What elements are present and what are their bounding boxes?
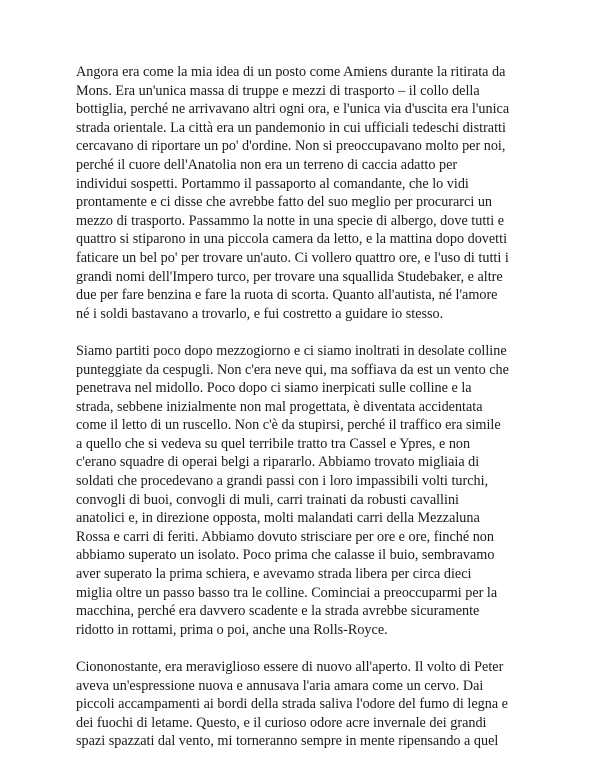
text-line: perché il cuore dell'Anatolia non era un terreno di caccia adatto per	[76, 156, 458, 173]
text-line: prontamente e ci disse che avrebbe fatto del suo meglio per procurarci un	[76, 194, 493, 211]
text-line: faticare un bel po' per trovare un'auto. Ci vollero quattro ore, e l'uso di tutti i	[76, 249, 509, 266]
text-line: penetrava nel midollo. Poco dopo ci siamo inerpicati sulle colline e la	[76, 380, 472, 397]
text-line: convogli di buoi, convogli di muli, carri trainati da robusti cavallini	[76, 491, 459, 508]
text-line: Rossa e carri di feriti. Abbiamo dovuto strisciare per ore e ore, finché non	[76, 528, 494, 545]
text-line: quattro si stiparono in una piccola camera da letto, e la mattina dopo dovetti	[76, 231, 508, 248]
text-line: soldati che procedevano a grandi passi con i loro impassibili volti turchi,	[76, 473, 489, 490]
text-line: spazi spazzati dal vento, mi torneranno sempre in mente ripensando a quel	[76, 733, 499, 750]
text-line: ridotto in rottami, prima o poi, anche una Rolls-Royce.	[76, 621, 388, 638]
text-line: strada orientale. La città era un pandemonio in cui ufficiali tedeschi distratti	[76, 119, 506, 136]
text-line: bottiglia, perché ne arrivavano altri ogni ora, e l'unica via d'uscita era l'unica	[76, 101, 510, 118]
text-line: individui sospetti. Portammo il passaporto al comandante, che lo vidi	[76, 175, 469, 192]
text-line: cercavano di riportare un po' d'ordine. Non si preoccupavano molto per noi,	[76, 138, 506, 155]
text-line: piccoli accampamenti ai bordi della strada saliva l'odore del fumo di legna e	[76, 696, 508, 713]
text-line: aver superato la prima schiera, e avevamo strada libera per circa dieci	[76, 566, 472, 583]
text-line: anatolici e, in direzione opposta, molti malandati carri della Mezzaluna	[76, 510, 480, 527]
paragraph-3	[76, 658, 536, 751]
body-text	[76, 63, 536, 751]
text-line: dei fuochi di letame. Questo, e il curioso odore acre invernale dei grandi	[76, 714, 487, 731]
text-line: c'erano squadre di operai belgi a ripararlo. Abbiamo trovato migliaia di	[76, 454, 480, 471]
text-line: macchina, perché era davvero scadente e la strada avrebbe sicuramente	[76, 603, 480, 620]
text-line: due per fare benzina e fare la ruota di scorta. Quanto all'autista, né l'amore	[76, 287, 498, 304]
text-line: mezzo di trasporto. Passammo la notte in una specie di albergo, dove tutti e	[76, 212, 505, 229]
text-line: Ciononostante, era meraviglioso essere di nuovo all'aperto. Il volto di Peter	[76, 659, 504, 675]
paragraph-1	[76, 63, 536, 323]
text-line: Angora era come la mia idea di un posto come Amiens durante la ritirata da	[76, 64, 506, 80]
paragraph-2	[76, 342, 536, 640]
text-line: a quello che si vedeva su quel terribile tratto tra Cassel e Ypres, e non	[76, 435, 471, 452]
text-line: Siamo partiti poco dopo mezzogiorno e ci siamo inoltrati in desolate colline	[76, 342, 507, 359]
text-line: abbiamo superato un isolato. Poco prima che calasse il buio, sembravamo	[76, 547, 495, 564]
text-line: strada, sebbene inizialmente non mal progettata, è diventata accidentata	[76, 398, 483, 415]
text-line: come il letto di un ruscello. Non c'è da stupirsi, perché il traffico era simile	[76, 417, 501, 434]
text-line: grandi nomi dell'Impero turco, per trovare una squallida Studebaker, e altre	[76, 268, 503, 285]
text-line: né i soldi bastavano a trovarlo, e fui costretto a guidare io stesso.	[76, 305, 444, 322]
text-line: miglia oltre un passo basso tra le colline. Cominciai a preoccuparmi per la	[76, 584, 498, 601]
text-line: Mons. Era un'unica massa di truppe e mezzi di trasporto – il collo della	[76, 82, 480, 99]
text-line: punteggiate da cespugli. Non c'era neve qui, ma soffiava da est un vento che	[76, 361, 509, 378]
text-line: aveva un'espressione nuova e annusava l'aria amara come un cervo. Dai	[76, 677, 484, 694]
